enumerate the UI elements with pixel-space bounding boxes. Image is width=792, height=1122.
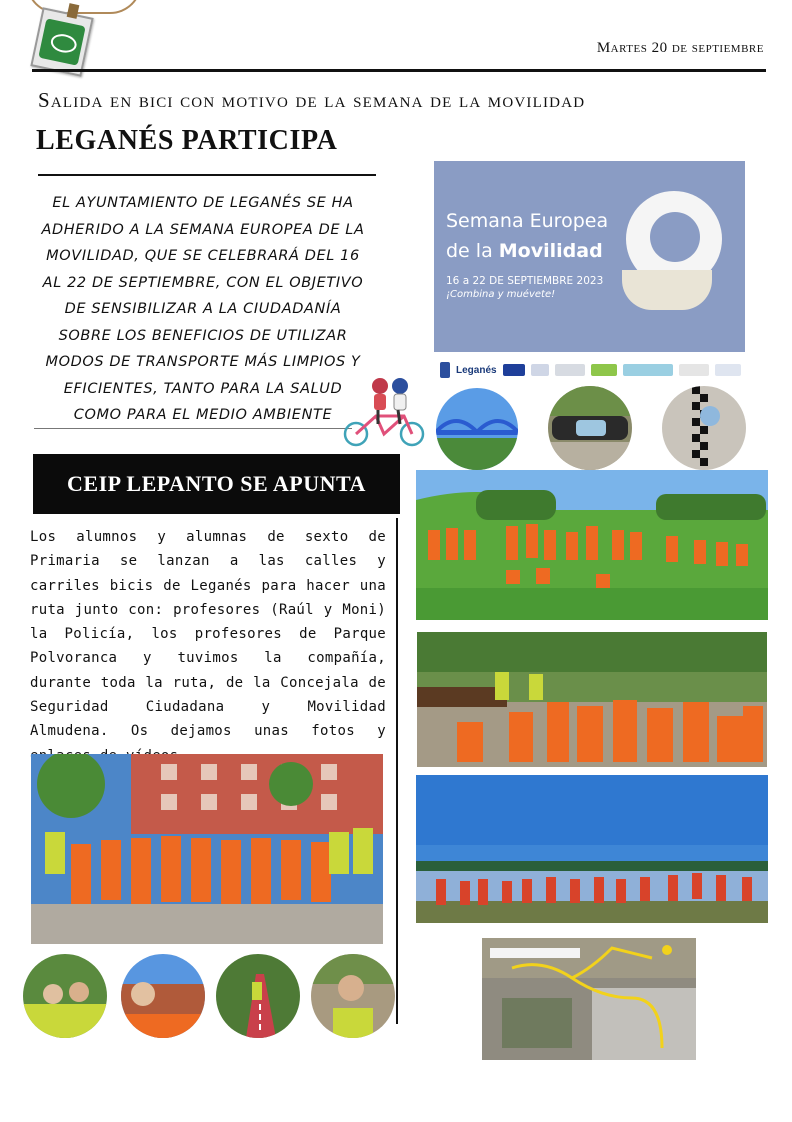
teacher-selfie-photo: [23, 954, 107, 1038]
police-checker-photo: [662, 386, 746, 470]
cyclist-selfie-photo: [311, 954, 395, 1038]
uc3m-logo: [531, 364, 549, 376]
group-photo-park: [416, 470, 768, 620]
road-education-logo: [623, 364, 673, 376]
intro-text: EL AYUNTAMIENTO DE LEGANÉS SE HA ADHERIDO A LA SEMANA EUROPEA DE LA MOVILIDAD, QUE SE CELEBRARÁ DEL 16 AL 22 DE SEPTIEMBRE, CON EL OBJETIVO DE SENSIBILIZAR A LA CIUDADANÍA SOBRE LOS BENEFICIOS DE UTILIZAR MODOS DE TRANSPORTE MÁS LIMPIOS Y EFICIENTES, TANTO PARA LA SALUD COMO PARA EL MEDIO AMBIENTE: [41, 195, 365, 423]
pin-scene-illustration: [622, 270, 712, 310]
title-divider: [38, 174, 376, 176]
page-title: LEGANÉS PARTICIPA: [36, 125, 338, 156]
top-divider: [32, 69, 766, 72]
route-map-image: [482, 938, 696, 1060]
pin-hole: [650, 212, 700, 262]
poster-dates: 16 a 22 DE SEPTIEMBRE 2023: [446, 275, 604, 287]
poster-line-2: de la Movilidad: [446, 240, 603, 262]
bridge-photo: [436, 388, 518, 470]
group-photo-path: [417, 632, 767, 767]
column-divider: [396, 518, 398, 1024]
intro-divider: [34, 428, 352, 429]
date: Martes 20 de septiembre: [596, 40, 764, 56]
headline: Salida en bici con motivo de la semana de la movilidad: [38, 88, 586, 112]
group-photo-school: [31, 754, 383, 944]
carlos-iii-logo: [555, 364, 585, 376]
poster-line-1: Semana Europea: [446, 210, 609, 232]
leganes-shield-icon: [440, 362, 450, 378]
selfie-with-students-photo: [121, 954, 205, 1038]
school-badge-icon: [30, 7, 93, 77]
web-logo: [715, 364, 741, 376]
sponsor-logos: [440, 358, 745, 382]
leganes-logo-text: Leganés: [456, 364, 497, 376]
kids-bike-illustration: [342, 374, 428, 450]
helmet-sign-photo: [548, 386, 632, 470]
bike-lane-photo: [216, 954, 300, 1038]
group-photo-lake: [416, 775, 768, 923]
section-banner-title: CEIP LEPANTO SE APUNTA: [67, 471, 366, 496]
section-body: Los alumnos y alumnas de sexto de Primaria se lanzan a las calles y carriles bicis de Leganés para hacer una ruta junto con: profesores (Raúl y Moni) la Policía, los profesores de Parque Polvoranca y tuvimos la compañía, durante toda la ruta, de la Concejala de Seguridad Ciudadana y Movilidad Almudena. Os dejamos unas fotos y: [30, 529, 386, 740]
education-logo: [591, 364, 617, 376]
poster-slogan: ¡Combina y muévete!: [446, 289, 556, 300]
social-logo: [679, 364, 709, 376]
eu-flag-icon: [503, 364, 525, 376]
